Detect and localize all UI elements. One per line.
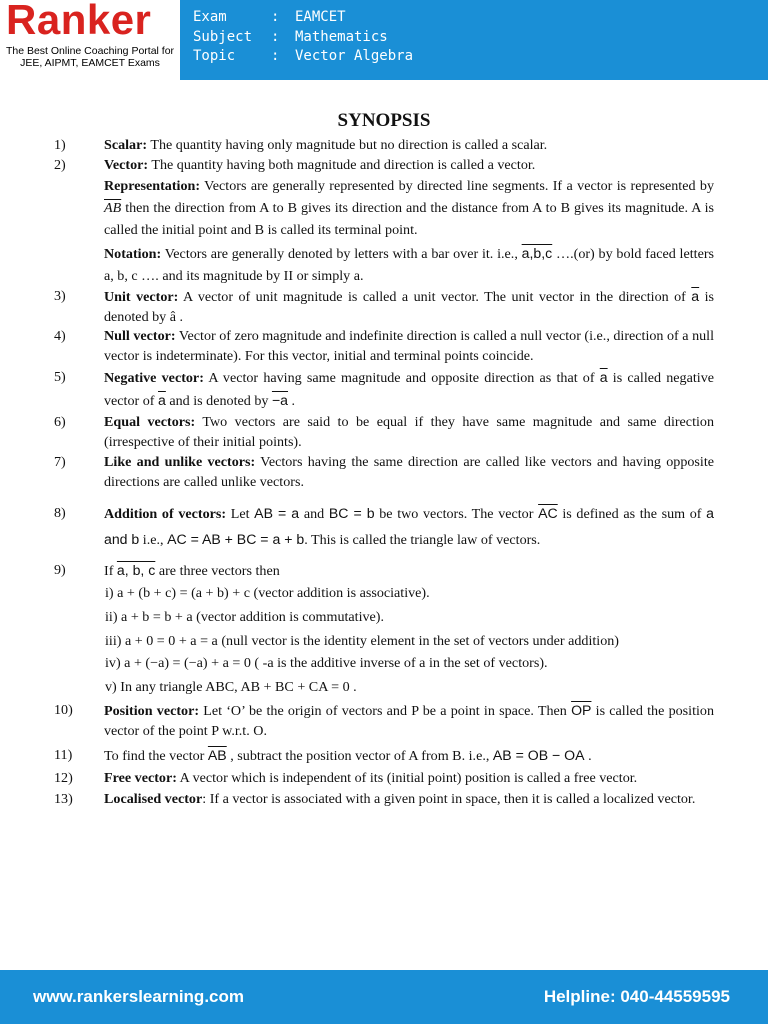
meta-row-subject	[193, 28, 413, 48]
item-term: Negative vector:	[104, 370, 204, 386]
math-ab: a and b	[104, 505, 715, 547]
math-abc: a, b, c	[116, 562, 156, 578]
item-text: .	[288, 393, 296, 409]
math-op: $\overline{OP}$	[571, 702, 592, 718]
meta-value: Vector Algebra	[295, 48, 414, 64]
item-negative-vector	[0, 366, 768, 412]
math-ab: $\overline{AB}$	[104, 200, 122, 216]
logo-box	[0, 0, 180, 80]
item-term: Like and unlike vectors:	[104, 454, 256, 470]
item-text: If	[104, 563, 117, 579]
item-number: 5)	[54, 369, 66, 385]
item-like-unlike	[0, 453, 768, 492]
meta-colon: :	[271, 48, 280, 64]
math-neg-a: −a	[271, 392, 289, 408]
item-term: Representation:	[104, 178, 201, 194]
meta-key: Topic	[193, 48, 236, 64]
item-number: 11)	[54, 747, 73, 763]
item-text: Vectors are generally denoted by letters with a bar over it. i.e.,	[161, 246, 522, 262]
item-number: 2)	[54, 156, 66, 173]
item-text: . This is called the triangle law of vectors.	[304, 532, 541, 548]
tagline-line-1: The Best Online Coaching Portal for	[5, 45, 175, 57]
item-text: A vector having same magnitude and opposite direction as that of	[203, 370, 600, 386]
item-number: 3)	[54, 288, 66, 304]
item-number: 9)	[54, 562, 66, 578]
item-number: 1)	[54, 137, 66, 153]
item-term: Localised vector	[104, 791, 203, 807]
meta-colon: :	[271, 9, 280, 25]
item-text: The quantity having both magnitude and direction is called a vector.	[148, 156, 536, 173]
item-text: is called negative vector of	[104, 370, 714, 409]
item-null-vector	[0, 327, 768, 366]
meta-key: Exam	[193, 9, 227, 25]
property-i: i) a + (b + c) = (a + b) + c (vector addition is associative).	[105, 584, 430, 601]
meta-row-exam	[193, 8, 413, 28]
item-scalar	[0, 136, 768, 156]
item-text: and	[299, 506, 329, 522]
meta-key: Subject	[193, 28, 253, 45]
property-iii: iii) a + 0 = 0 + a = a (null vector is the identity element in the set of vectors under addition)	[105, 632, 619, 649]
meta-value: EAMCET	[295, 9, 346, 25]
item-term: Vector:	[104, 156, 149, 173]
item-text: i.e.,	[139, 532, 168, 548]
item-text: .	[584, 748, 592, 764]
item-localised-vector	[0, 790, 768, 810]
header-bar	[0, 0, 768, 80]
item-term: Position vector:	[104, 703, 200, 719]
property-v: v) In any triangle ABC, AB + BC + CA = 0 .	[105, 678, 357, 695]
meta-value: Mathematics	[295, 28, 388, 45]
math-eq: AB = OB − OA	[492, 747, 585, 763]
item-properties	[0, 561, 768, 697]
item-text: is called the position vector of the point P w.r.t. O.	[104, 703, 714, 739]
item-text: ….(or) by bold faced letters a, b, c …. and its magnitude by II or simply a.	[104, 246, 714, 284]
item-representation	[0, 175, 768, 241]
item-text: are three vectors then	[155, 563, 280, 579]
item-equal-vectors	[0, 413, 768, 452]
logo-tagline	[0, 45, 180, 69]
item-term: Null vector:	[104, 328, 176, 344]
exam-meta	[193, 8, 413, 67]
math-eq: AB = a	[254, 505, 300, 521]
helpline-text: Helpline: 040-44559595	[543, 987, 730, 1006]
item-number: 12)	[54, 769, 73, 786]
item-term: Unit vector:	[104, 289, 179, 305]
item-text: and is denoted by	[165, 393, 272, 409]
item-text: Vectors are generally represented by directed line segments. If a vector is represented by	[200, 178, 714, 194]
item-text: A vector which is independent of its (initial point) position is called a free vector.	[176, 769, 638, 786]
item-text: Let	[226, 506, 255, 522]
meta-row-topic	[193, 47, 413, 67]
page-title: SYNOPSIS	[337, 110, 431, 131]
item-text: The quantity having only magnitude but no direction is called a scalar.	[147, 137, 548, 153]
item-text: Let ‘O’ be the origin of vectors and P be a point in space. Then	[199, 703, 572, 719]
item-number: 7)	[54, 454, 66, 470]
item-number: 4)	[54, 328, 66, 344]
meta-colon: :	[271, 28, 280, 45]
item-find-vector	[0, 746, 768, 767]
item-text: is denoted by â .	[104, 289, 714, 325]
item-text: then the direction from A to B gives its direction and the distance from A to B gives its magnitude. A is called the initial point and B is called its terminal point.	[104, 200, 714, 238]
item-text: A vector of unit magnitude is called a unit vector. The unit vector in the direction of	[178, 289, 692, 305]
item-number: 6)	[54, 414, 66, 430]
math-a: $\overline{a}$	[691, 288, 700, 304]
item-notation	[0, 242, 768, 287]
math-eq: BC = b	[328, 505, 375, 521]
item-number: 10)	[54, 702, 73, 718]
math-a: $\overline{a}$	[158, 392, 166, 408]
item-term: Notation:	[104, 246, 162, 262]
property-ii: ii) a + b = b + a (vector addition is commutative).	[105, 609, 385, 625]
item-vector	[0, 156, 768, 176]
math-ab: $\overline{AB}$	[207, 747, 227, 763]
math-abc: a,b,c	[521, 245, 553, 261]
item-text: Vector of zero magnitude and indefinite direction is called a null vector (i.e., direction of a null vector is indeterminate). For this vector, initial and terminal points coincide.	[104, 328, 714, 364]
item-number: 8)	[54, 505, 66, 521]
item-text: is defined as the sum of	[557, 506, 707, 522]
tagline-line-2: JEE, AIPMT, EAMCET Exams	[20, 57, 160, 69]
item-term: Equal vectors:	[104, 414, 196, 430]
item-unit-vector	[0, 287, 768, 327]
item-text: Vectors having the same direction are called like vectors and having opposite directions are called unlike vectors.	[104, 454, 714, 490]
item-term: Addition of vectors:	[104, 506, 227, 522]
item-text: , subtract the position vector of A from B. i.e.,	[226, 748, 493, 764]
item-term: Free vector:	[104, 769, 177, 786]
item-number: 13)	[54, 791, 73, 807]
item-text: : If a vector is associated with a given point in space, then it is called a localized vector.	[202, 791, 696, 807]
footer-bar	[0, 970, 768, 1024]
item-position-vector	[0, 701, 768, 741]
math-a: $\overline{a}$	[599, 369, 608, 385]
math-eq: AC = AB + BC = a + b	[167, 531, 305, 547]
item-term: Scalar:	[104, 137, 148, 153]
item-text: be two vectors. The vector	[374, 506, 539, 522]
item-text: Two vectors are said to be equal if they have same magnitude and same direction (irrespective of their initial points).	[104, 414, 714, 450]
synopsis-content	[0, 136, 768, 810]
property-iv: iv) a + (−a) = (−a) + a = 0 ( -a is the additive inverse of a in the set of vectors).	[105, 655, 548, 671]
item-free-vector	[0, 769, 768, 789]
item-text: To find the vector	[104, 748, 208, 764]
item-addition	[0, 501, 768, 553]
ranker-logo: Ranker	[6, 0, 152, 43]
math-ac: $\overline{AC}$	[538, 505, 558, 521]
website-link[interactable]: www.rankerslearning.com	[33, 987, 244, 1006]
